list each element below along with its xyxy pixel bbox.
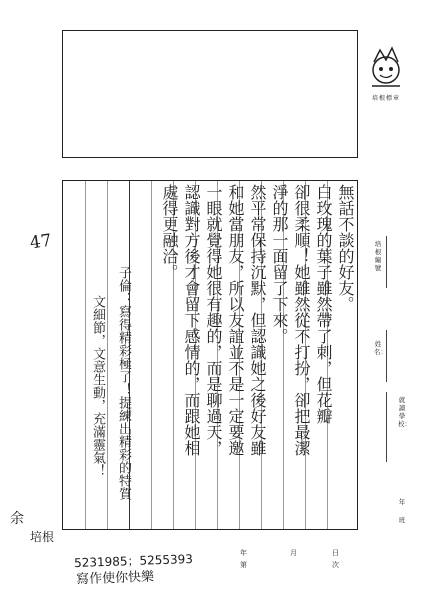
teacher-comment-column-1: 子倫：寫得精彩極了！提練出精彩的特質 (116, 266, 131, 500)
date-labels (240, 548, 360, 572)
essay-column-3: 卻很柔順！她雖然從不打扮，卻把最潔 (292, 184, 311, 456)
essay-column-9: 處得更融洽。 (160, 184, 179, 280)
peigen-logo-icon (366, 42, 406, 96)
label-grade: 年 (398, 498, 406, 506)
label-school-attend: 就讀學校： (398, 396, 411, 428)
teacher-comment-column-2: 文細節，文意生動，充滿靈氣！ (90, 295, 105, 477)
label-month: 月 (290, 549, 297, 557)
field-line-school-attend (386, 392, 387, 462)
essay-column-2: 白玫瑰的葉子雖然帶了刺，但花瓣 (314, 184, 333, 424)
signature: 培根 (30, 530, 55, 544)
label-times: 次 (332, 561, 339, 569)
essay-column-7: 一眼就覺得她很有趣的，而是聊過天， (204, 184, 223, 456)
label-class: 班 (398, 516, 406, 524)
slogan: 寫作使你快樂 (75, 569, 155, 588)
essay-column-1: 無話不談的好友。 (336, 184, 355, 312)
field-line-name (386, 330, 387, 382)
score: 47 (28, 230, 53, 254)
label-page: 第 (240, 561, 247, 569)
phone-numbers: 5231985；5255393 (73, 551, 194, 571)
grader-stamp: 余 (10, 511, 24, 527)
field-line-school-id (386, 236, 387, 288)
logo-caption: 培根標章 (371, 95, 400, 102)
label-name: 姓名： (374, 340, 387, 356)
label-day: 日 (332, 549, 339, 557)
essay-column-5: 然平常保持沉默，但認識她之後好友雖 (248, 184, 267, 456)
label-school-id: 培根編號 (374, 240, 382, 272)
essay-column-6: 和她當朋友，所以友誼並不是一定要邀 (226, 184, 245, 456)
essay-column-4: 淨的那一面留了下來。 (270, 184, 289, 344)
label-year: 年 (240, 549, 247, 557)
essay-column-8: 認識對方後才會留下感情的，而跟她相 (182, 184, 201, 456)
teacher-comment-box (62, 30, 358, 158)
